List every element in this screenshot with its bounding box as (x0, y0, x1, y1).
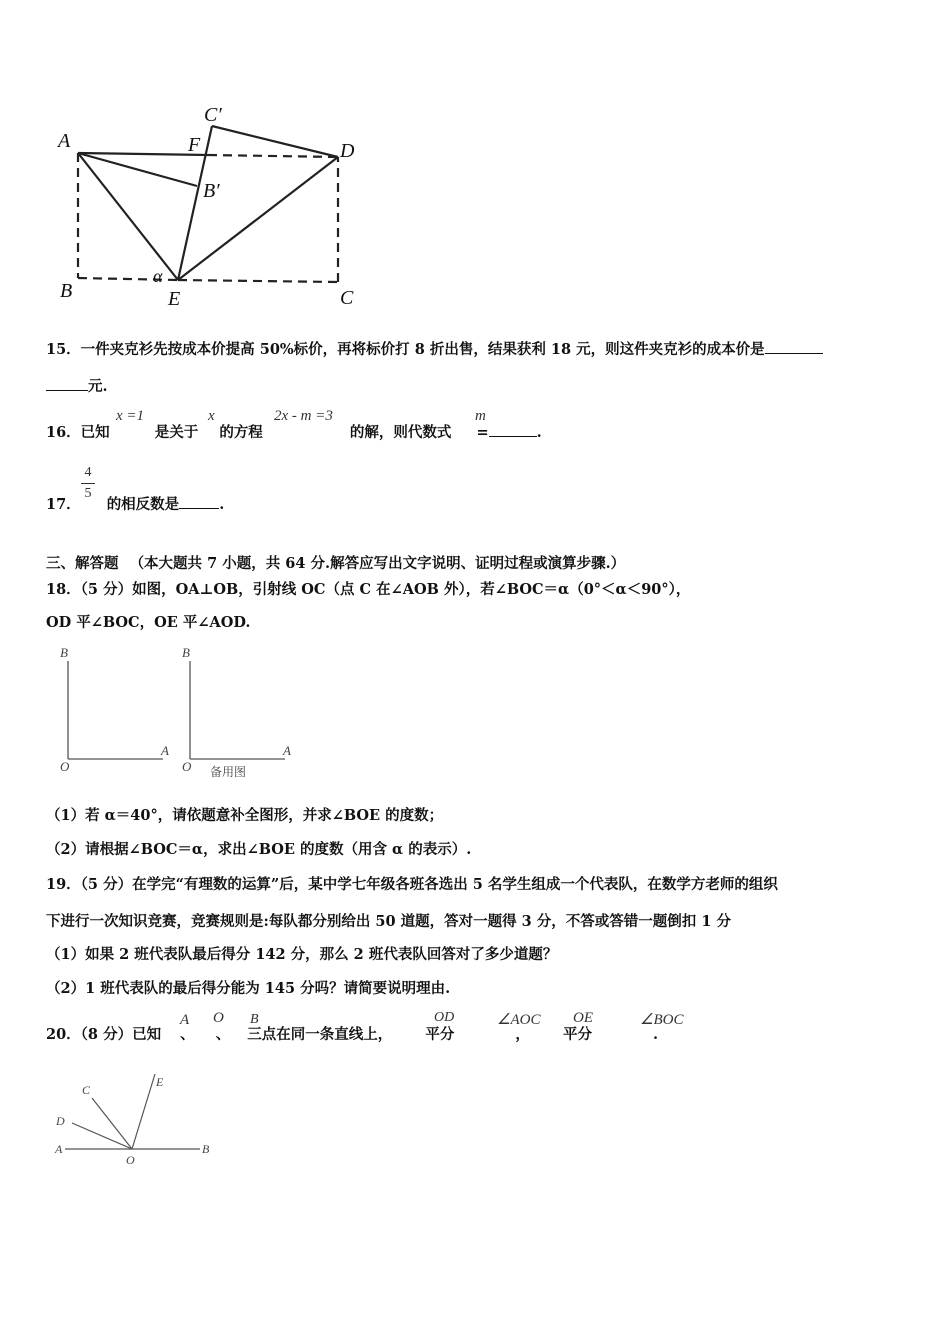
q15-answer-blank-a (765, 341, 823, 354)
q20-end: . (653, 1026, 659, 1043)
question-17 (46, 493, 224, 514)
q16-end: . (536, 424, 542, 441)
q20-fig-label-D: D (56, 1114, 65, 1128)
section-3-desc: （本大题共 7 小题，共 64 分.解答应写出文字说明、证明过程或演算步骤.） (129, 555, 626, 572)
q15-answer-blank-b (46, 378, 88, 391)
q20-angle-BOC: ∠BOC (640, 1012, 684, 1028)
question-18-line-1: 18．（5 分）如图，OA⊥OB，引射线 OC（点 C 在∠AOB 外），若∠BOC＝α（0°＜α＜90°）， (46, 581, 691, 598)
label-A: A (58, 130, 71, 152)
q20-fig-label-B: B (202, 1142, 210, 1156)
q16-expr-m: m (475, 408, 486, 424)
ray-OC (92, 1098, 132, 1149)
q17-answer-blank (179, 496, 219, 509)
q17-num: 17． (46, 496, 81, 513)
q18-label-O2: O (182, 759, 192, 774)
question-18-sub-2: （2）请根据∠BOC＝α，求出∠BOE 的度数（用含 α 的表示）. (46, 841, 472, 858)
q20-point-B: B (250, 1012, 259, 1027)
figure-q20 (50, 1068, 230, 1168)
q17-end: . (219, 496, 225, 513)
q20-fig-label-E: E (156, 1075, 164, 1089)
q17-text: 的相反数是 (106, 496, 180, 513)
q20-fig-label-A: A (55, 1142, 63, 1156)
q20-fig-label-C: C (82, 1083, 91, 1097)
q20-point-O: O (213, 1010, 224, 1026)
q16-num: 16．已知 (46, 424, 110, 441)
q20-text-3: 平分 (562, 1026, 592, 1043)
question-19-line-2: 下进行一次知识竞赛，竞赛规则是:每队都分别给出 50 道题，答对一题得 3 分，不答或答错一题倒扣 1 分 (46, 913, 731, 930)
q16-text-4: = (476, 424, 489, 441)
label-B-prime: B′ (203, 180, 220, 202)
edge-C-prime-D (212, 126, 338, 157)
edge-EC (178, 280, 338, 282)
question-18-line-2: OD 平∠BOC，OE 平∠AOD. (46, 614, 251, 631)
q20-point-A: A (180, 1012, 190, 1028)
question-19-line-1: 19．（5 分）在学完“有理数的运算”后，某中学七年级各班各选出 5 名学生组成一个代表队，在数学方老师的组织 (46, 876, 778, 893)
label-E: E (168, 288, 181, 310)
question-15 (46, 338, 823, 359)
edge-AE (78, 153, 178, 280)
q18-caption-backup-figure: 备用图 (210, 765, 247, 779)
q16-answer-blank (489, 424, 537, 437)
section-3-title: 三、解答题 (46, 555, 119, 572)
q20-ray-OE: OE (573, 1010, 593, 1026)
q17-frac-num: 4 (84, 465, 92, 480)
label-alpha: α (153, 266, 163, 286)
edge-AD-dashed (208, 155, 338, 157)
label-C: C (340, 287, 354, 309)
q16-text-2: 的方程 (219, 424, 263, 441)
q17-frac-den: 5 (84, 486, 92, 501)
q20-fig-label-O: O (126, 1153, 135, 1167)
ray-OE (132, 1074, 155, 1149)
q20-text-1: 三点在同一条直线上， (247, 1026, 393, 1043)
figure-q18 (55, 643, 315, 783)
q18-label-A1: A (161, 743, 169, 758)
q16-text-1: 是关于 (154, 424, 199, 441)
label-F: F (188, 134, 201, 156)
q18-label-B2: B (182, 645, 190, 660)
question-15-cont (46, 375, 108, 396)
q18-label-B1: B (60, 645, 68, 660)
ray-OD (72, 1123, 132, 1149)
section-3-heading (46, 552, 625, 573)
question-20 (46, 1023, 658, 1044)
q15-unit: 元. (88, 378, 108, 395)
q16-expr-equation: 2x - m =3 (274, 408, 333, 424)
question-19-sub-2: （2）1 班代表队的最后得分能为 145 分吗？请简要说明理由. (46, 980, 451, 997)
q20-comma: ， (515, 1026, 530, 1043)
q18-label-A2: A (283, 743, 291, 758)
figure-rectangle-fold (40, 95, 380, 315)
q16-text-3: 的解，则代数式 (349, 424, 452, 441)
label-B: B (60, 280, 73, 302)
q20-angle-AOC: ∠AOC (497, 1012, 541, 1028)
q15-text: 15．一件夹克衫先按成本价提高 50%标价，再将标价打 8 折出售，结果获利 18 元，则这件夹克衫的成本价是 (46, 341, 765, 358)
q18-label-O1: O (60, 759, 70, 774)
q20-sep-1: 、 (180, 1026, 195, 1043)
label-D: D (340, 140, 355, 162)
question-18-sub-1: （1）若 α＝40°，请依题意补全图形，并求∠BOE 的度数； (46, 807, 444, 824)
q20-sep-2: 、 (215, 1026, 231, 1043)
q20-text-2: 平分 (425, 1026, 455, 1043)
q20-num: 20．（8 分）已知 (46, 1026, 162, 1043)
q16-expr-x: x (208, 408, 215, 424)
edge-BE (78, 278, 178, 280)
label-C-prime: C′ (204, 104, 222, 126)
question-19-sub-1: （1）如果 2 班代表队最后得分 142 分，那么 2 班代表队回答对了多少道题？ (46, 946, 558, 963)
q17-frac-bar (81, 483, 95, 484)
edge-AB-prime (78, 153, 197, 186)
q20-ray-OD: OD (434, 1010, 455, 1025)
q16-expr-x-eq-1: x =1 (116, 408, 145, 424)
